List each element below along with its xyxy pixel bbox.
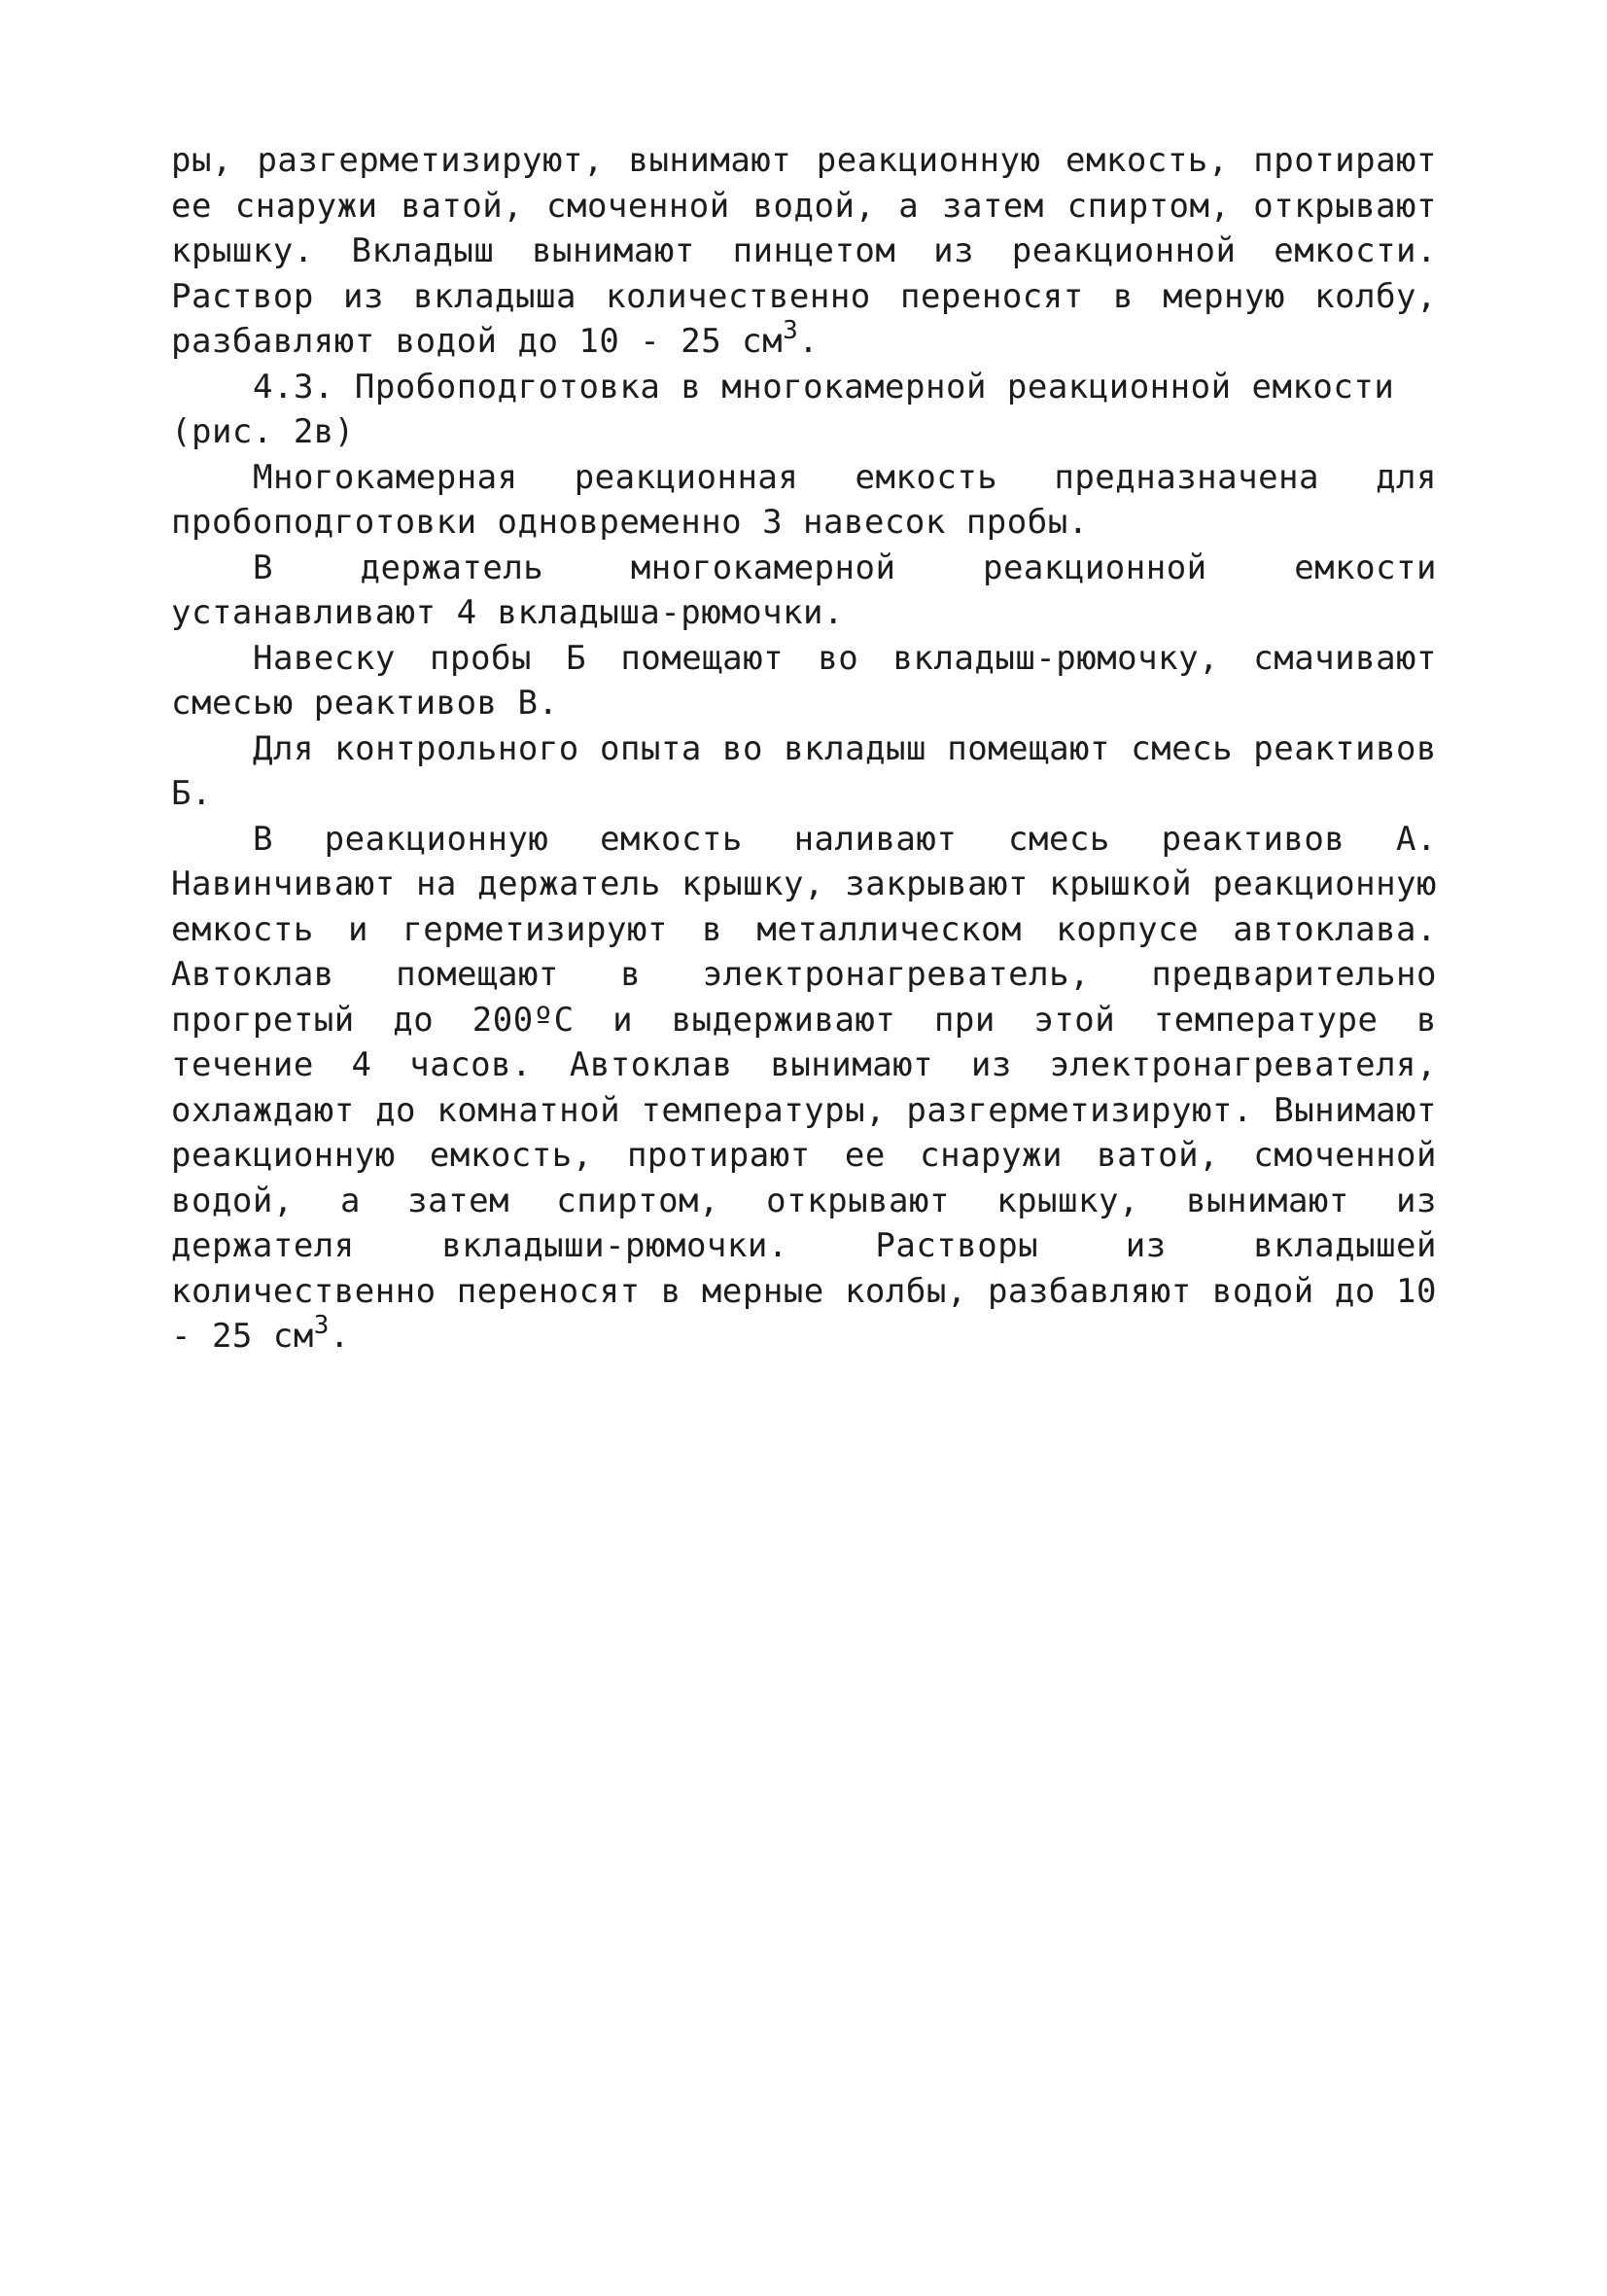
superscript-cubic: 3 — [783, 316, 799, 345]
figure-reference-text: (рис. 2в) — [171, 412, 355, 451]
paragraph-6 — [171, 636, 1437, 726]
paragraph-4 — [171, 455, 1437, 546]
paragraph-7-text: Для контрольного опыта во вкладыш помещают смесь реактивов Б. — [171, 728, 1437, 813]
paragraph-7 — [171, 726, 1437, 817]
figure-reference — [171, 409, 1437, 455]
paragraph-1-tail: . — [798, 322, 820, 361]
paragraph-8-tail: . — [329, 1317, 350, 1356]
paragraph-4-text: Многокамерная реакционная емкость предназначена для пробоподготовки одновременно 3 навесок пробы. — [171, 457, 1437, 542]
paragraph-1 — [171, 138, 1437, 365]
paragraph-5-text: В держатель многокамерной реакционной емкости устанавливают 4 вкладыша-рюмочки. — [171, 548, 1437, 632]
paragraph-5 — [171, 546, 1437, 636]
paragraph-8-text: В реакционную емкость наливают смесь реактивов А. Навинчивают на держатель крышку, закрывают крышкой реакционную емкость и герметизируют в металлическом корпусе автоклава. Автоклав помещают в электронагреватель, предварительно прогретый до 200ºС и выдерживают при этой температуре в течение 4 часов. Автоклав вынимают из электронагревателя, охлаждают до комнатной температуры, разгерметизируют. Вынимают реакционную емкость, протирают ее снаружи ватой, смоченной водой, а затем спиртом, открывают крышку, вынимают из держателя вкладыши-рюмочки. Растворы из вкладышей количественно переносят в мерные колбы, разбавляют водой до 10 - 25 см — [171, 819, 1437, 1356]
document-text — [171, 138, 1437, 1360]
paragraph-6-text: Навеску пробы Б помещают во вкладыш-рюмочку, смачивают смесью реактивов В. — [171, 638, 1437, 723]
paragraph-1-text: ры, разгерметизируют, вынимают реакционную емкость, протирают ее снаружи ватой, смоченной водой, а затем спиртом, открывают крышку. Вкладыш вынимают пинцетом из реакционной емкости. Раствор из вкладыша количественно переносят в мерную колбу, разбавляют водой до 10 - 25 см — [171, 141, 1437, 361]
paragraph-8 — [171, 817, 1437, 1360]
superscript-cubic: 3 — [313, 1311, 330, 1340]
section-heading-4-3 — [171, 365, 1437, 410]
section-heading-text: 4.3. Пробоподготовка в многокамерной реакционной емкости — [253, 367, 1395, 406]
